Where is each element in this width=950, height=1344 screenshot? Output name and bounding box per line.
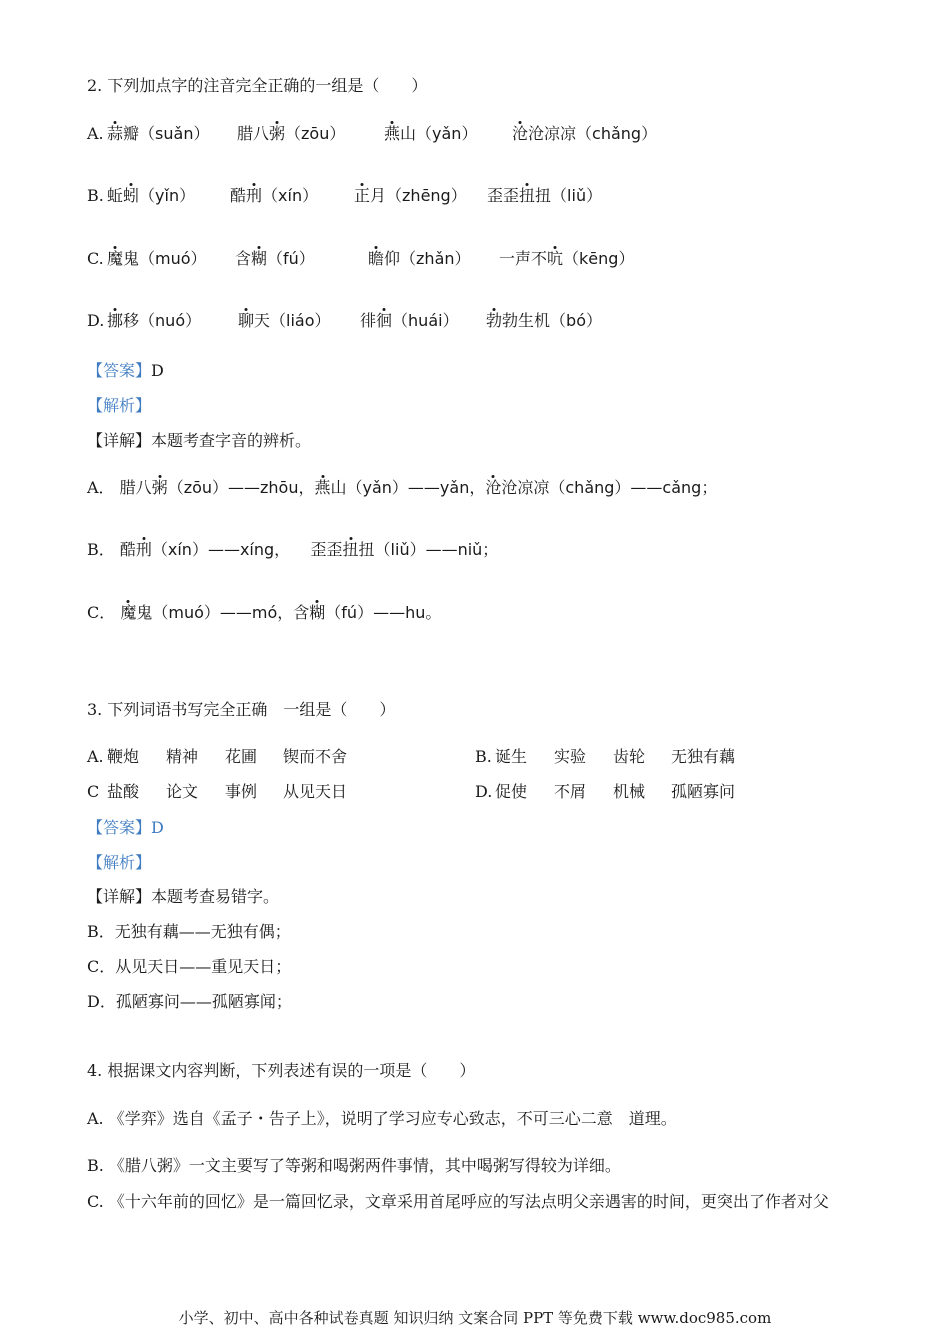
q2-note-a: A． 腊八粥（zōu）——zhōu，燕山（yǎn）——yǎn，沧沧凉凉（chǎng）——cǎng； [87, 478, 718, 497]
dotted-char: 刑 [135, 540, 152, 559]
q3-note-b: B．无独有藕——无独有偶； [87, 922, 291, 941]
dotted-char: 吭 [547, 249, 564, 268]
answer-tag: 【答案】 [87, 818, 152, 837]
q3-option-c: C 盐酸 论文 事例 从见天日 [87, 782, 348, 801]
dotted-char: 魔 [107, 249, 124, 268]
page-footer: 小学、初中、高中各种试卷真题 知识归纳 文案合同 PPT 等免费下载 www.doc985.com [178, 1309, 772, 1327]
dotted-char: 燕 [384, 124, 401, 143]
q2-note-c: C． 魔鬼（muó）——mó，含糊（fú）——hu。 [87, 603, 442, 622]
dotted-char: 魔 [120, 603, 137, 622]
q2-option-d: D. 挪移（nuó） 聊天（liáo） 徘徊（huái） 勃勃生机（bó） [87, 311, 602, 330]
answer-tag: 【答案】 [87, 361, 152, 380]
dotted-char: 燕 [314, 478, 331, 497]
dotted-char: 粥 [151, 478, 168, 497]
dotted-char: 扭 [519, 186, 536, 205]
q4-option-c: C. 《十六年前的回忆》是一篇回忆录，文章采用首尾呼应的写法点明父亲遇害的时间，更突出了作者对父 [87, 1192, 829, 1211]
q3-option-b: B. 诞生 实验 齿轮 无独有藕 [475, 747, 736, 766]
q4-option-a: A. 《学弈》选自《孟子・告子上》，说明了学习应专心致志，不可三心二意 道理。 [87, 1109, 677, 1128]
dotted-char: 粥 [269, 124, 286, 143]
dotted-char: 沧 [512, 124, 529, 143]
dotted-char: 沧 [485, 478, 502, 497]
dotted-char: 勃 [486, 311, 503, 330]
option-label: B. [87, 186, 104, 205]
dotted-char: 糊 [251, 249, 268, 268]
dotted-char: 蒜 [107, 124, 124, 143]
q2-note-b: B． 酷刑（xín）——xíng， 歪歪扭扭（liǔ）——niǔ； [87, 540, 499, 559]
q2-option-a: A. 蒜瓣（suǎn） 腊八粥（zōu） 燕山（yǎn） 沧沧凉凉（chǎng） [87, 124, 658, 143]
dotted-char: 扭 [342, 540, 359, 559]
dotted-char: 徊 [376, 311, 393, 330]
q3-analysis-tag: 【解析】 [87, 853, 152, 872]
option-label: D. [87, 311, 105, 330]
q3-note-d: D．孤陋寡问——孤陋寡闻； [87, 992, 292, 1011]
dotted-char: 正 [354, 186, 371, 205]
q4-question: 4. 根据课文内容判断，下列表述有误的一项是（ ） [87, 1061, 476, 1080]
q2-detail: 【详解】本题考查字音的辨析。 [87, 431, 312, 450]
dotted-char: 刑 [246, 186, 263, 205]
dotted-char: 蚓 [123, 186, 140, 205]
option-label: A. [87, 124, 104, 143]
answer-value: D [151, 361, 164, 380]
q3-option-d: D. 促使 不屑 机械 孤陋寡问 [475, 782, 736, 801]
q3-question: 3. 下列词语书写完全正确 一组是（ ） [87, 700, 396, 719]
answer-value: D [151, 818, 164, 837]
dotted-char: 挪 [107, 311, 124, 330]
q2-option-b: B. 蚯蚓（yǐn） 酷刑（xín） 正月（zhēng） 歪歪扭扭（liǔ） [87, 186, 603, 205]
q2-analysis-tag: 【解析】 [87, 396, 152, 415]
q4-option-b: B. 《腊八粥》一文主要写了等粥和喝粥两件事情，其中喝粥写得较为详细。 [87, 1156, 621, 1175]
q3-note-c: C．从见天日——重见天日； [87, 957, 292, 976]
dotted-char: 瞻 [368, 249, 385, 268]
q2-question: 2. 下列加点字的注音完全正确的一组是（ ） [87, 76, 428, 95]
q3-detail: 【详解】本题考查易错字。 [87, 887, 280, 906]
q2-answer [87, 361, 164, 381]
dotted-char: 聊 [238, 311, 255, 330]
option-label: C. [87, 249, 104, 268]
q3-option-a: A. 鞭炮 精神 花圃 锲而不舍 [87, 747, 348, 766]
q3-answer [87, 818, 164, 838]
dotted-char: 糊 [309, 603, 326, 622]
q2-option-c: C. 魔鬼（muó） 含糊（fú） 瞻仰（zhǎn） 一声不吭（kēng） [87, 249, 635, 268]
